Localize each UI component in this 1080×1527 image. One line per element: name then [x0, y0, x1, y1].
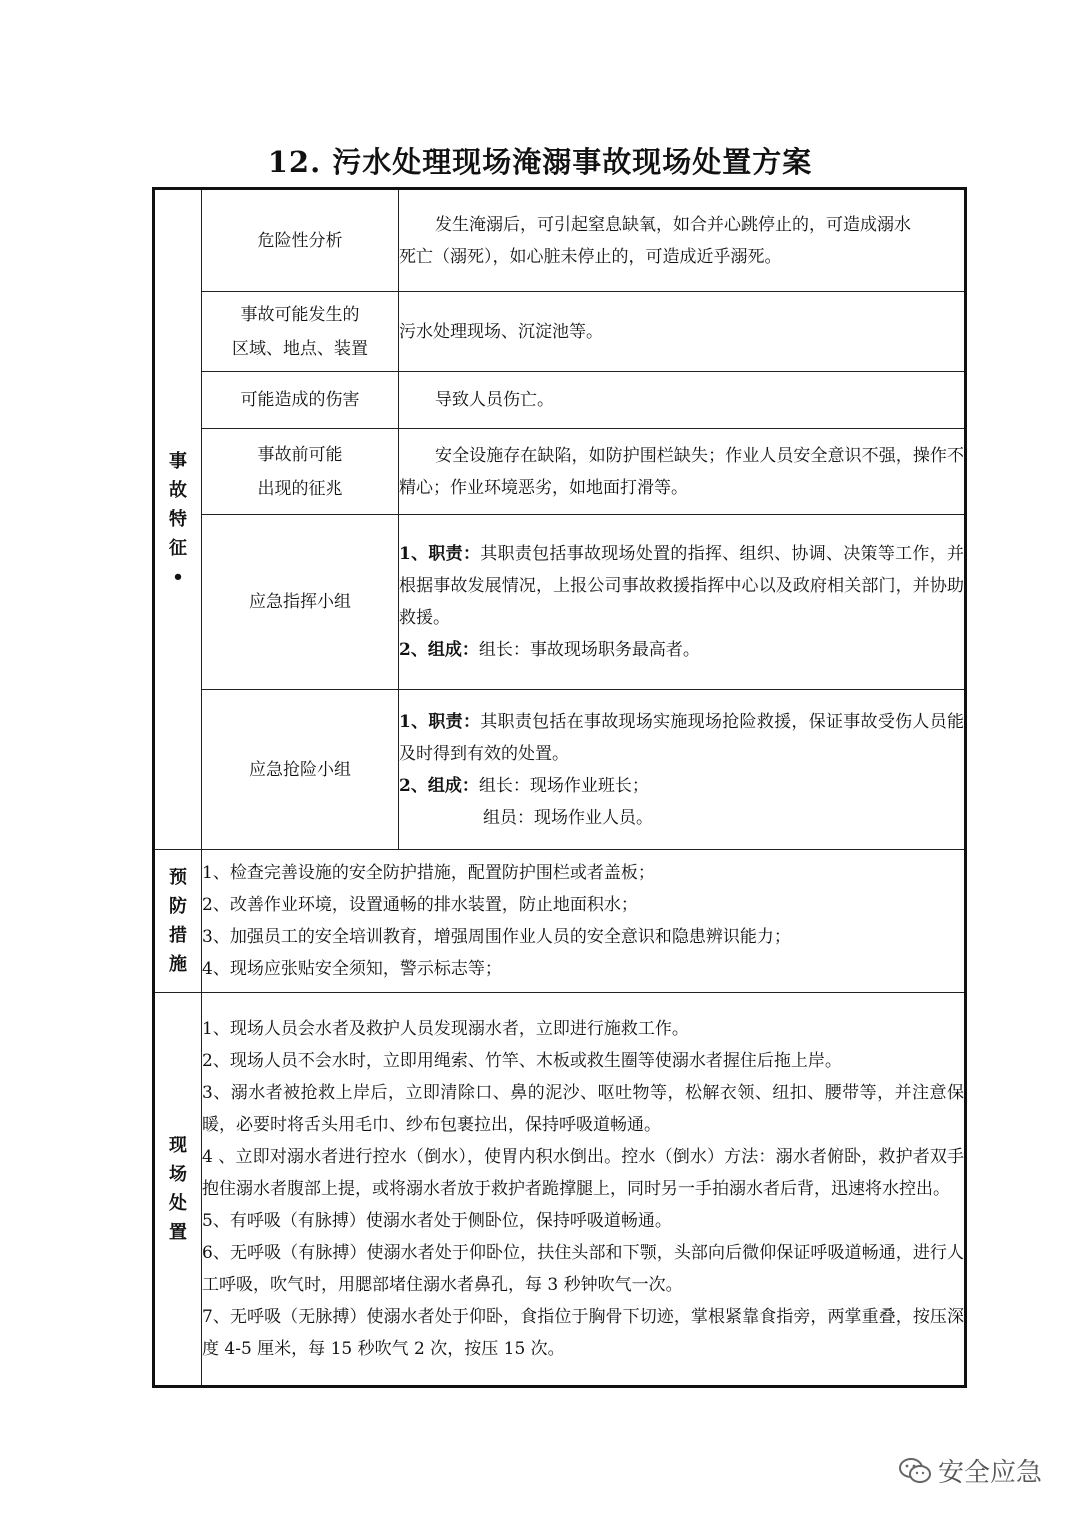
- row-warning-signs: [154, 429, 966, 515]
- row-rescue-group: [154, 690, 966, 850]
- list-item: 1、检查完善设施的安全防护措施，配置防护围栏或者盖板；: [202, 863, 655, 883]
- content-onsite: [202, 993, 966, 1387]
- content-harm: 导致人员伤亡。: [399, 372, 966, 429]
- content-command-group: 1、职责：其职责包括事故现场处置的指挥、组织、协调、决策等工作，并根据事故发展情况，上报公司事故救援指挥中心以及政府相关部门，并协助救援。 2、组成：组长：事故现场职务最高者。: [399, 515, 966, 690]
- list-item: 4、现场应张贴安全须知，警示标志等；: [202, 959, 502, 979]
- list-item: 5、有呼吸（有脉搏）使溺水者处于侧卧位，保持呼吸道畅通。: [202, 1211, 672, 1231]
- section-label-prevention: 预 防 措 施: [154, 850, 202, 993]
- label-command-group: 应急指挥小组: [202, 515, 399, 690]
- content-location: 污水处理现场、沉淀池等。: [399, 292, 966, 372]
- content-prevention: [202, 850, 966, 993]
- label-rescue-group: 应急抢险小组: [202, 690, 399, 850]
- disposal-plan-table: [152, 187, 967, 1388]
- row-location: [154, 292, 966, 372]
- content-hazard-analysis: 发生淹溺后，可引起窒息缺氧，如合并心跳停止的，可造成溺水 死亡（溺死），如心脏未停止的，可造成近乎溺死。: [399, 189, 966, 292]
- label-harm: 可能造成的伤害: [202, 372, 399, 429]
- label-location: 事故可能发生的 区域、地点、装置: [202, 292, 399, 372]
- label-warning-signs: 事故前可能 出现的征兆: [202, 429, 399, 515]
- watermark: [898, 1452, 1042, 1489]
- list-item: 1、现场人员会水者及救护人员发现溺水者，立即进行施救工作。: [202, 1019, 689, 1039]
- list-item: 6、无呼吸（有脉搏）使溺水者处于仰卧位，扶住头部和下颚，头部向后微仰保证呼吸道畅通，进行人工呼吸，吹气时，用腮部堵住溺水者鼻孔，每 3 秒钟吹气一次。: [202, 1243, 964, 1295]
- wechat-icon: [898, 1456, 932, 1486]
- row-prevention: [154, 850, 966, 993]
- row-harm: [154, 372, 966, 429]
- list-item: 4 、立即对溺水者进行控水（倒水），使胃内积水倒出。控水（倒水）方法：溺水者俯卧，救护者双手抱住溺水者腹部上提，或将溺水者放于救护者跪撑腿上，同时另一手拍溺水者后背，迅速将水控出。: [202, 1147, 964, 1199]
- section-label-onsite: 现 场 处 置: [154, 993, 202, 1387]
- list-item: 3、加强员工的安全培训教育，增强周围作业人员的安全意识和隐患辨识能力；: [202, 927, 791, 947]
- row-command-group: [154, 515, 966, 690]
- list-item: 2、改善作业环境，设置通畅的排水装置，防止地面积水；: [202, 895, 638, 915]
- row-onsite-disposal: [154, 993, 966, 1387]
- list-item: 3、溺水者被抢救上岸后，立即清除口、鼻的泥沙、呕吐物等，松解衣领、纽扣、腰带等，并注意保暖，必要时将舌头用毛巾、纱布包裹拉出，保持呼吸道畅通。: [202, 1083, 964, 1135]
- content-rescue-group: 1、职责：其职责包括在事故现场实施现场抢险救援，保证事故受伤人员能及时得到有效的处置。 2、组成：组长：现场作业班长； 组员：现场作业人员。: [399, 690, 966, 850]
- page-title: 12. 污水处理现场淹溺事故现场处置方案: [267, 145, 813, 179]
- list-item: 2、现场人员不会水时，立即用绳索、竹竿、木板或救生圈等使溺水者握住后拖上岸。: [202, 1051, 842, 1071]
- watermark-text: 安全应急: [937, 1458, 1042, 1488]
- section-label-features: 事 故 特 征 •: [154, 189, 202, 850]
- list-item: 7、无呼吸（无脉搏）使溺水者处于仰卧，食指位于胸骨下切迹，掌根紧靠食指旁，两掌重叠，按压深度 4-5 厘米，每 15 秒吹气 2 次，按压 15 次。: [202, 1307, 964, 1359]
- label-hazard-analysis: 危险性分析: [202, 189, 399, 292]
- content-warning-signs: 安全设施存在缺陷，如防护围栏缺失；作业人员安全意识不强，操作不精心；作业环境恶劣，如地面打滑等。: [399, 429, 966, 515]
- row-hazard-analysis: [154, 189, 966, 292]
